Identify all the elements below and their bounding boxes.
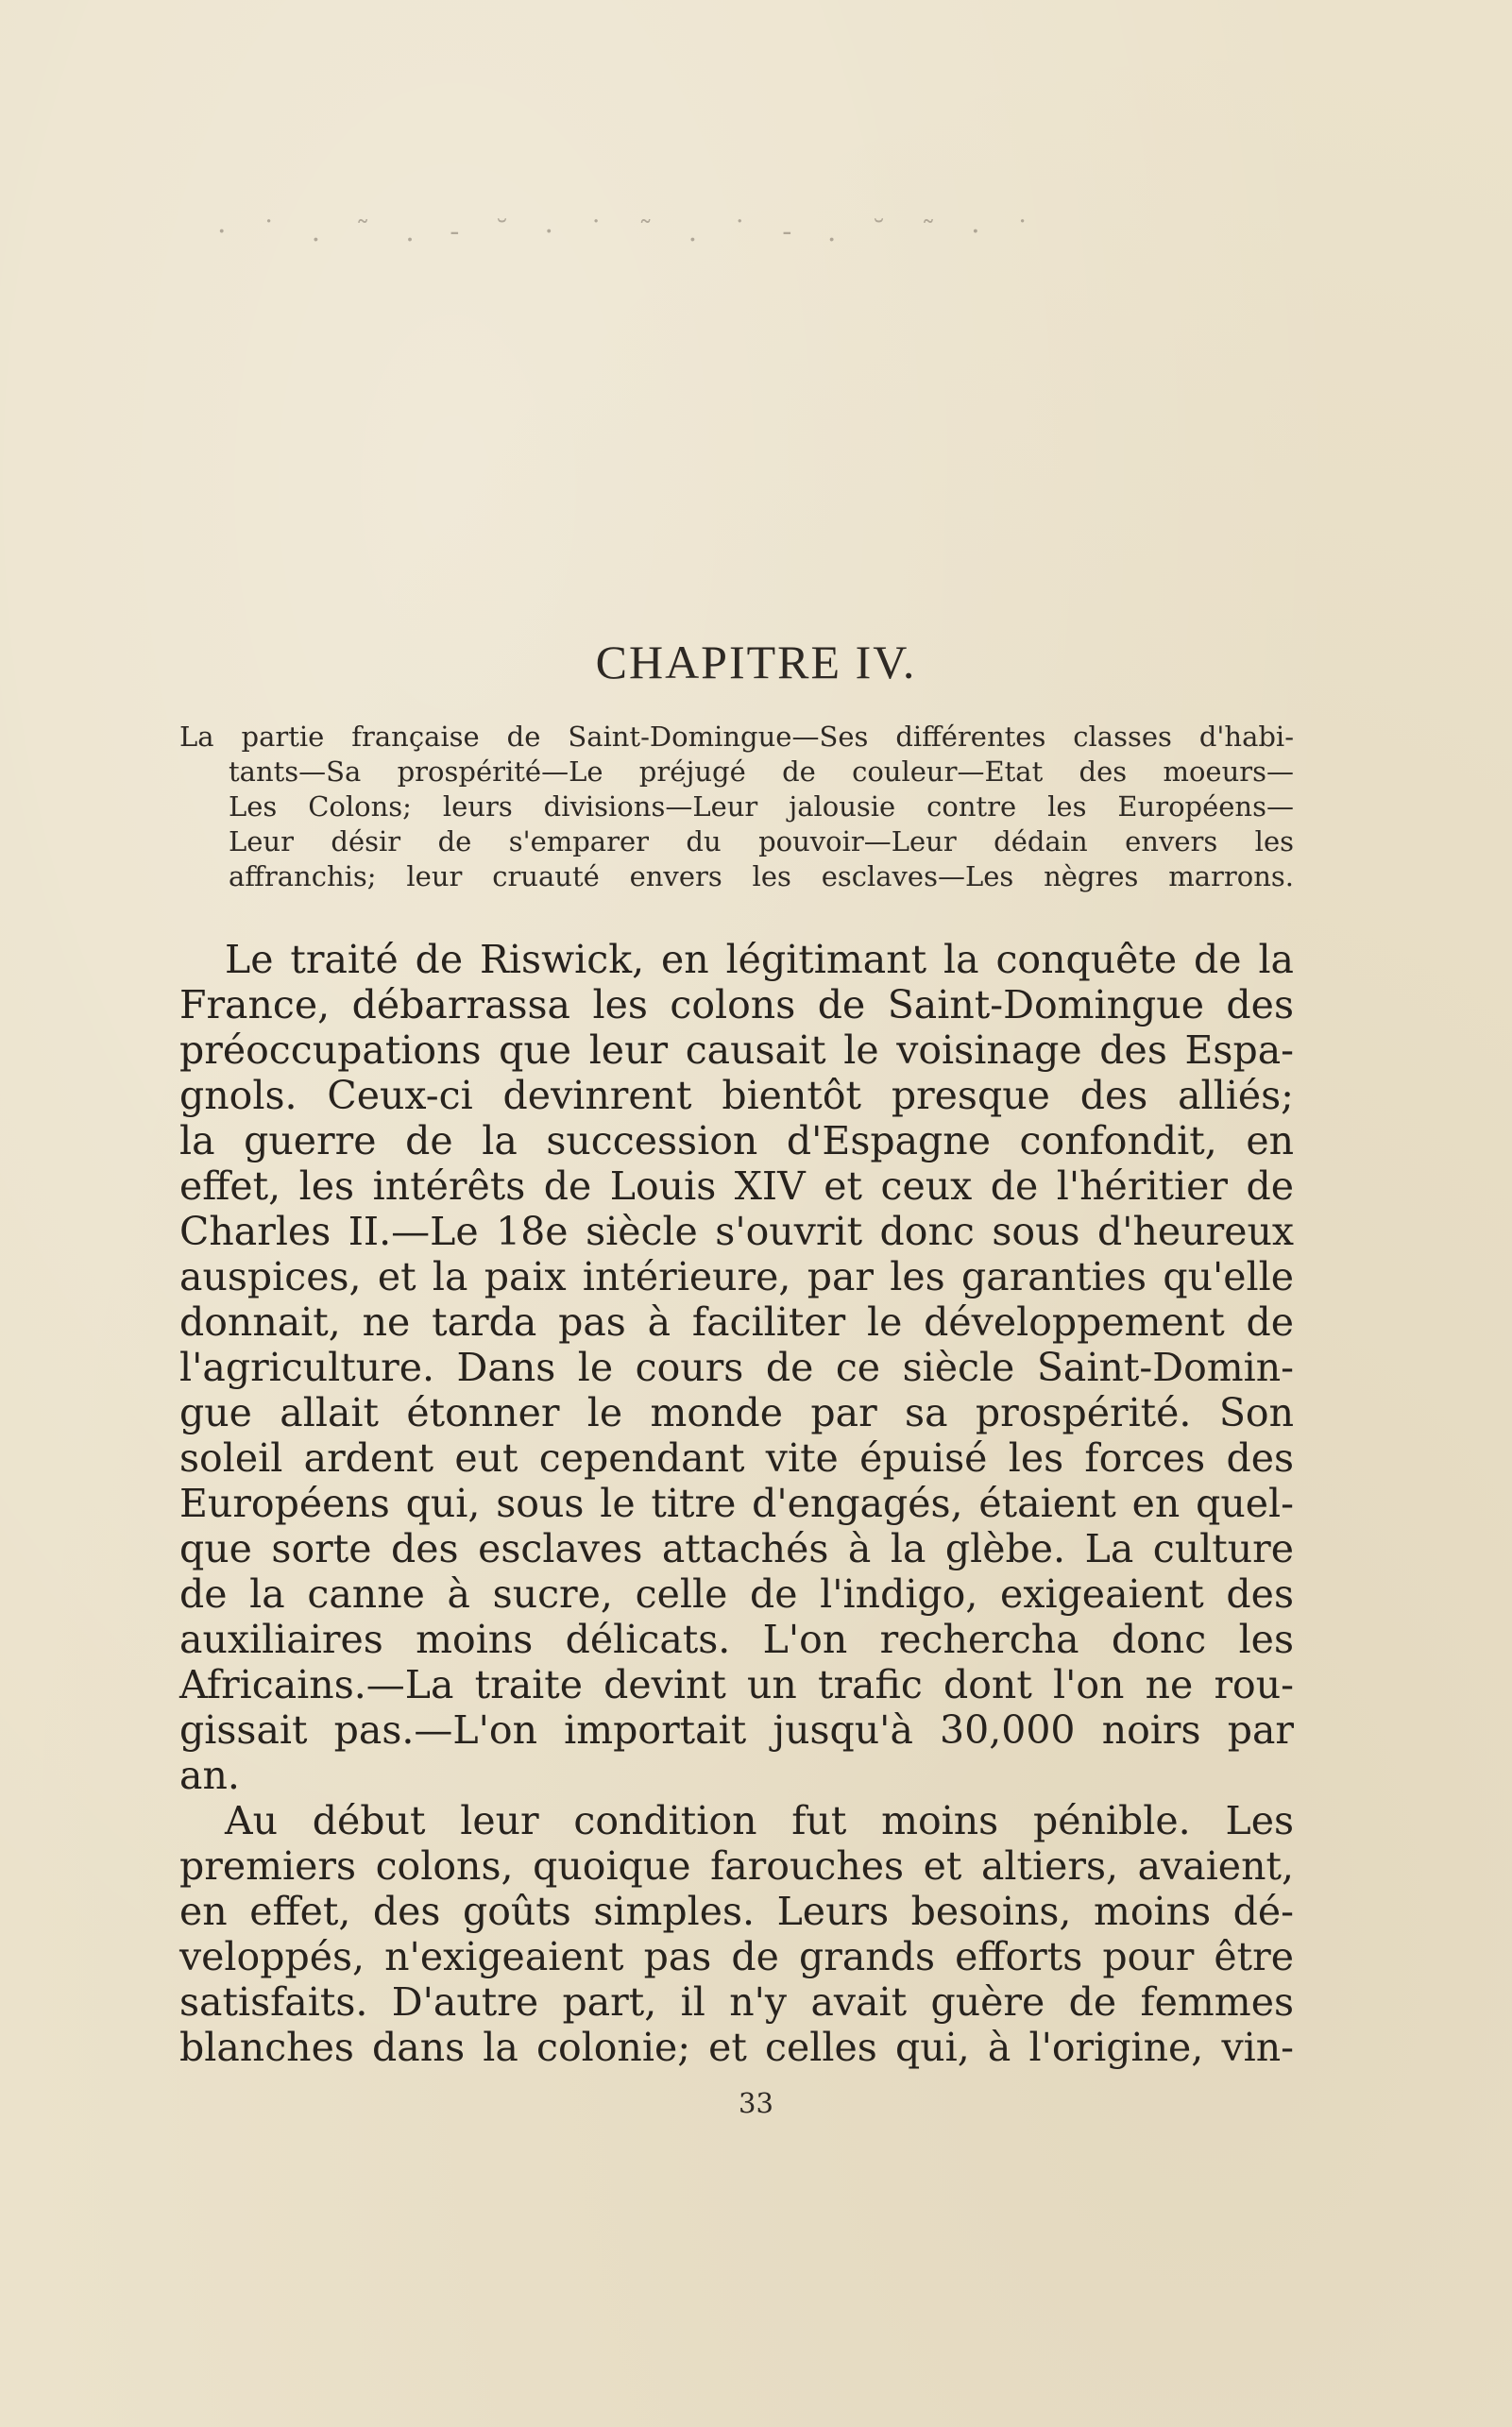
body-line: Le traité de Riswick, en légitimant la conquête de la bbox=[225, 937, 1294, 982]
body-line: de la canne à sucre, celle de l'indigo, exigeaient des bbox=[179, 1571, 1294, 1617]
body-line: gue allait étonner le monde par sa prospérité. Son bbox=[179, 1390, 1294, 1435]
summary-line: tants—Sa prospérité—Le préjugé de couleur—Etat des moeurs— bbox=[229, 755, 1294, 788]
body-line: effet, les intérêts de Louis XIV et ceux de l'héritier de bbox=[179, 1163, 1294, 1209]
summary-line: Les Colons; leurs divisions—Leur jalousie contre les Européens— bbox=[229, 790, 1294, 823]
body-line: donnait, ne tarda pas à faciliter le développement de bbox=[179, 1299, 1294, 1345]
chapter-title: CHAPITRE IV. bbox=[595, 636, 917, 688]
body-line: soleil ardent eut cependant vite épuisé les forces des bbox=[179, 1435, 1294, 1481]
body-line: Charles II.—Le 18e siècle s'ouvrit donc sous d'heureux bbox=[179, 1209, 1294, 1254]
body-text bbox=[179, 937, 1294, 2070]
body-line: auxiliaires moins délicats. L'on rechercha donc les bbox=[179, 1617, 1294, 1662]
body-line: satisfaits. D'autre part, il n'y avait guère de femmes bbox=[179, 1979, 1294, 2025]
body-line: premiers colons, quoique farouches et altiers, avaient, bbox=[179, 1843, 1294, 1889]
summary-line: La partie française de Saint-Domingue—Ses différentes classes d'habi- bbox=[179, 721, 1294, 753]
body-line: préoccupations que leur causait le voisinage des Espa- bbox=[179, 1027, 1294, 1073]
body-line: auspices, et la paix intérieure, par les garanties qu'elle bbox=[179, 1254, 1294, 1299]
body-line: la guerre de la succession d'Espagne confondit, en bbox=[179, 1118, 1294, 1163]
body-line: veloppés, n'exigeaient pas de grands efforts pour être bbox=[179, 1934, 1294, 1979]
body-line: France, débarrassa les colons de Saint-Domingue des bbox=[179, 982, 1294, 1027]
summary-line: Leur désir de s'emparer du pouvoir—Leur dédain envers les bbox=[229, 825, 1294, 857]
body-line: an. bbox=[179, 1753, 240, 1798]
body-line: Africains.—La traite devint un trafic dont l'on ne rou- bbox=[179, 1662, 1294, 1707]
body-line: blanches dans la colonie; et celles qui, à l'origine, vin- bbox=[179, 2025, 1294, 2070]
body-line: que sorte des esclaves attachés à la glèbe. La culture bbox=[179, 1526, 1294, 1571]
body-line: Au début leur condition fut moins pénible. Les bbox=[225, 1798, 1294, 1843]
summary-line: affranchis; leur cruauté envers les esclaves—Les nègres marrons. bbox=[229, 860, 1294, 892]
show-through-text: · ˙ . ˜ . - ˘ · ˙ ˜ . ˙ - . ˘ ˜ · ˙ bbox=[217, 215, 1044, 248]
body-line: gissait pas.—L'on importait jusqu'à 30,000 noirs par bbox=[179, 1707, 1294, 1753]
body-line: Européens qui, sous le titre d'engagés, étaient en quel- bbox=[179, 1481, 1294, 1526]
body-line: en effet, des goûts simples. Leurs besoins, moins dé- bbox=[179, 1889, 1294, 1934]
body-line: gnols. Ceux-ci devinrent bientôt presque des alliés; bbox=[179, 1073, 1294, 1118]
body-line: l'agriculture. Dans le cours de ce siècle Saint-Domin- bbox=[179, 1345, 1294, 1390]
page-number: 33 bbox=[739, 2087, 773, 2119]
chapter-summary bbox=[179, 720, 1294, 894]
